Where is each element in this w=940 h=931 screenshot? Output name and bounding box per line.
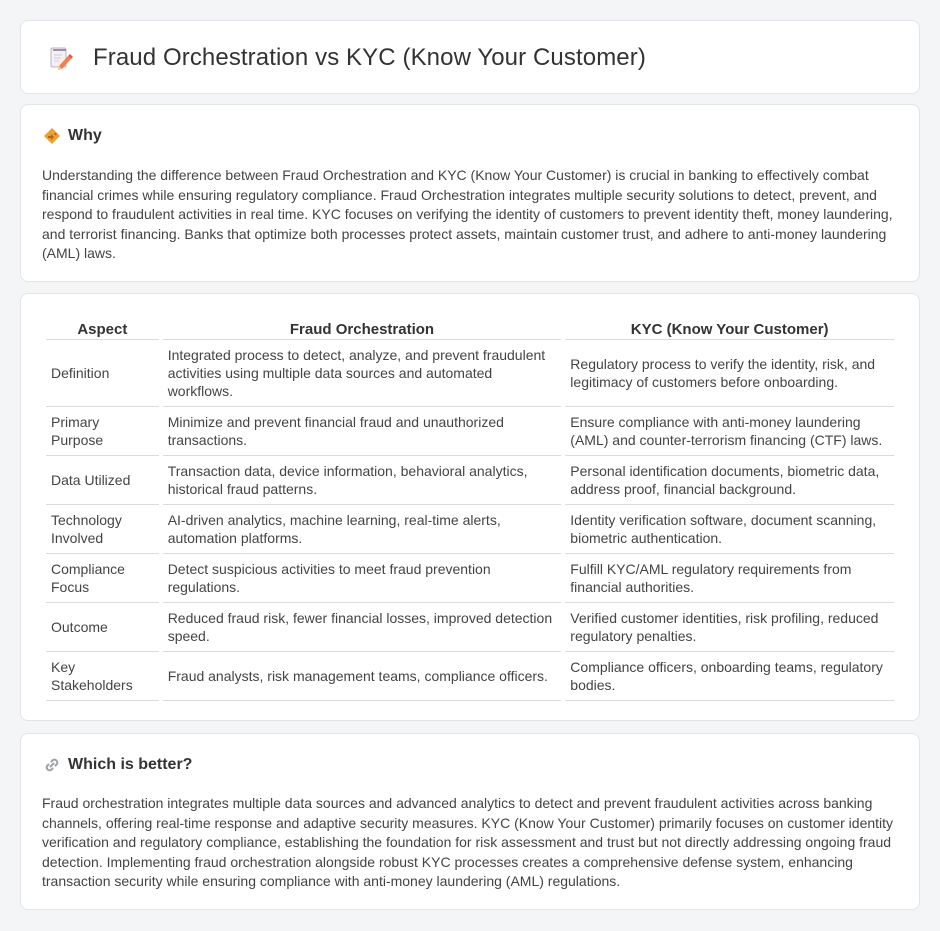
table-row <box>46 603 894 652</box>
diamond-signal-icon <box>43 127 61 145</box>
row-kyc-cell: Ensure compliance with anti-money laundering (AML) and counter-terrorism financing (CTF) laws. <box>565 407 894 456</box>
comparison-card <box>20 293 920 721</box>
row-aspect: Primary Purpose <box>46 407 159 456</box>
which-is-better-card <box>20 733 920 910</box>
row-kyc-cell: Personal identification documents, biometric data, address proof, financial background. <box>565 456 894 505</box>
column-header-kyc: KYC (Know Your Customer) <box>565 314 894 340</box>
row-kyc-cell: Fulfill KYC/AML regulatory requirements from financial authorities. <box>565 554 894 603</box>
table-row <box>46 505 894 554</box>
row-fraud-cell: Integrated process to detect, analyze, and prevent fraudulent activities using multiple data sources and automated workflows. <box>163 340 562 407</box>
row-fraud-cell: Reduced fraud risk, fewer financial losses, improved detection speed. <box>163 603 562 652</box>
better-heading: Which is better? <box>68 756 193 773</box>
comparison-table <box>42 314 898 701</box>
title-row <box>21 21 919 95</box>
why-paragraph: Understanding the difference between Fraud Orchestration and KYC (Know Your Customer) is crucial in banking to effectively combat financial crimes while ensuring regulatory compliance. Fraud Orchestration integrates multiple security solutions to detect, prevent, and respond to fraudulent activities in real time. KYC focuses on verifying the identity of customers to prevent identity theft, money laundering, and terrorist financing. Banks that optimize both processes protect assets, maintain customer trust, and adhere to anti-money laundering (AML) laws. <box>42 167 893 261</box>
link-icon <box>43 756 61 774</box>
why-heading: Why <box>68 127 102 144</box>
row-aspect: Definition <box>46 340 159 407</box>
row-kyc-cell: Verified customer identities, risk profiling, reduced regulatory penalties. <box>565 603 894 652</box>
row-fraud-cell: Detect suspicious activities to meet fraud prevention regulations. <box>163 554 562 603</box>
row-aspect: Key Stakeholders <box>46 652 159 701</box>
better-heading-row <box>43 756 192 774</box>
row-kyc-cell: Regulatory process to verify the identity, risk, and legitimacy of customers before onboarding. <box>565 340 894 407</box>
header-card <box>20 20 920 94</box>
table-row <box>46 652 894 701</box>
row-fraud-cell: Fraud analysts, risk management teams, compliance officers. <box>163 652 562 701</box>
row-kyc-cell: Compliance officers, onboarding teams, regulatory bodies. <box>565 652 894 701</box>
page-title: Fraud Orchestration vs KYC (Know Your Customer) <box>93 44 646 71</box>
row-aspect: Compliance Focus <box>46 554 159 603</box>
better-paragraph: Fraud orchestration integrates multiple data sources and advanced analytics to detect and prevent fraudulent activities across banking channels, offering real-time response and adaptive security measures. KYC (Know Your Customer) primarily focuses on customer identity verification and regulatory compliance, establishing the foundation for risk assessment and trust but not directly addressing ongoing fraud detection. Implementing fraud orchestration alongside robust KYC processes creates a comprehensive defense system, enhancing transaction security while ensuring compliance with anti-money laundering (AML) regulations. <box>42 795 894 889</box>
row-aspect: Technology Involved <box>46 505 159 554</box>
table-row <box>46 407 894 456</box>
document-edit-icon <box>47 45 73 71</box>
row-fraud-cell: AI-driven analytics, machine learning, real-time alerts, automation platforms. <box>163 505 562 554</box>
row-aspect: Data Utilized <box>46 456 159 505</box>
why-heading-row <box>43 127 102 145</box>
table-row <box>46 340 894 407</box>
row-fraud-cell: Minimize and prevent financial fraud and unauthorized transactions. <box>163 407 562 456</box>
row-aspect: Outcome <box>46 603 159 652</box>
table-header-row <box>46 314 894 340</box>
row-kyc-cell: Identity verification software, document scanning, biometric authentication. <box>565 505 894 554</box>
table-row <box>46 554 894 603</box>
column-header-aspect: Aspect <box>46 314 159 340</box>
table-row <box>46 456 894 505</box>
row-fraud-cell: Transaction data, device information, behavioral analytics, historical fraud patterns. <box>163 456 562 505</box>
column-header-fraud-orchestration: Fraud Orchestration <box>163 314 562 340</box>
why-card <box>20 104 920 282</box>
